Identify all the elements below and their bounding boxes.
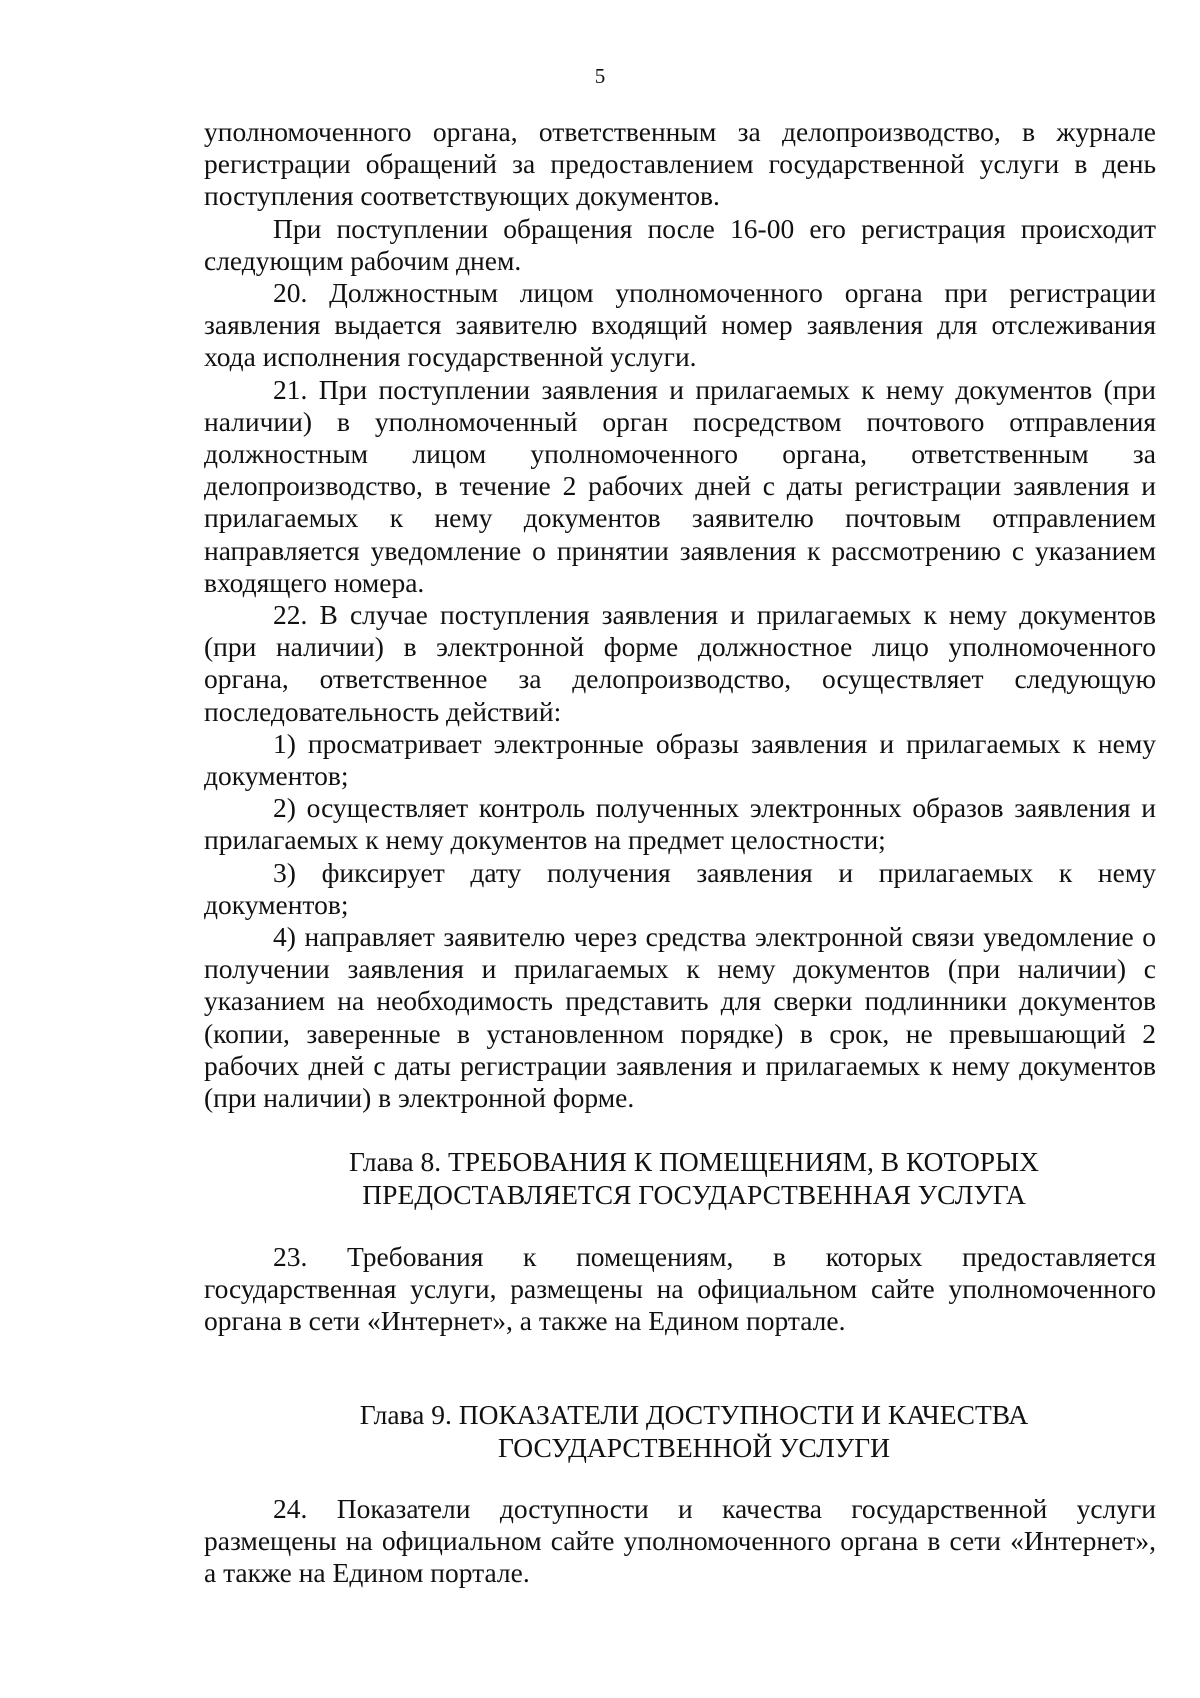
chapter-9-heading bbox=[204, 1399, 1156, 1463]
chapter-8-heading-line-1: Глава 8. ТРЕБОВАНИЯ К ПОМЕЩЕНИЯМ, В КОТОРЫХ bbox=[349, 1146, 1039, 1178]
paragraph-23: 23. Требования к помещениям, в которых предоставляется государственная услуги, размещены на официальном сайте уполномоченного органа в сети «Интернет», а также на Едином портале. bbox=[204, 1240, 1156, 1337]
paragraph-continuation: уполномоченного органа, ответственным за делопроизводство, в журнале регистрации обращений за предоставлением государственной услуги в день поступления соответствующих документов. bbox=[204, 116, 1156, 212]
list-item-2: 2) осуществляет контроль полученных электронных образов заявления и прилагаемых к нему документов на предмет целостности; bbox=[204, 792, 1156, 856]
chapter-8-heading bbox=[204, 1146, 1156, 1210]
paragraph-22: 22. В случае поступления заявления и прилагаемых к нему документов (при наличии) в электронной форме должностное лицо уполномоченного органа, ответственное за делопроизводство, осуществляет следующую последовательность действий: bbox=[204, 599, 1156, 727]
document-body bbox=[204, 116, 1156, 1589]
chapter-9-heading-line-2: ГОСУДАРСТВЕННОЙ УСЛУГИ bbox=[498, 1431, 890, 1463]
chapter-8-heading-line-2: ПРЕДОСТАВЛЯЕТСЯ ГОСУДАРСТВЕННАЯ УСЛУГА bbox=[362, 1178, 1026, 1210]
paragraph-21: 21. При поступлении заявления и прилагаемых к нему документов (при наличии) в уполномоченный орган посредством почтового отправления должностным лицом уполномоченного органа, ответственным за делопроизводство, в течение 2 рабочих дней с даты регистрации заявления и прилагаемых к нему документов заявителю почтовым отправлением направляется уведомление о принятии заявления к рассмотрению с указанием входящего номера. bbox=[204, 373, 1156, 598]
paragraph-24: 24. Показатели доступности и качества государственной услуги размещены на официальном сайте уполномоченного органа в сети «Интернет», а также на Едином портале. bbox=[204, 1492, 1156, 1589]
paragraph-20: 20. Должностным лицом уполномоченного органа при регистрации заявления выдается заявителю входящий номер заявления для отслеживания хода исполнения государственной услуги. bbox=[204, 277, 1156, 373]
paragraph-registration-time: При поступлении обращения после 16-00 его регистрация происходит следующим рабочим днем. bbox=[204, 212, 1156, 276]
list-item-4: 4) направляет заявителю через средства электронной связи уведомление о получении заявления и прилагаемых к нему документов (при наличии) с указанием на необходимость представить для сверки подлинники документов (копии, заверенные в установленном порядке) в срок, не превышающий 2 рабочих дней с даты регистрации заявления и прилагаемых к нему документов (при наличии) в электронной форме. bbox=[204, 921, 1156, 1114]
list-item-1: 1) просматривает электронные образы заявления и прилагаемых к нему документов; bbox=[204, 727, 1156, 792]
page-number: 5 bbox=[594, 64, 606, 88]
chapter-9-heading-line-1: Глава 9. ПОКАЗАТЕЛИ ДОСТУПНОСТИ И КАЧЕСТВА bbox=[359, 1399, 1029, 1431]
list-item-3: 3) фиксирует дату получения заявления и прилагаемых к нему документов; bbox=[204, 856, 1156, 920]
